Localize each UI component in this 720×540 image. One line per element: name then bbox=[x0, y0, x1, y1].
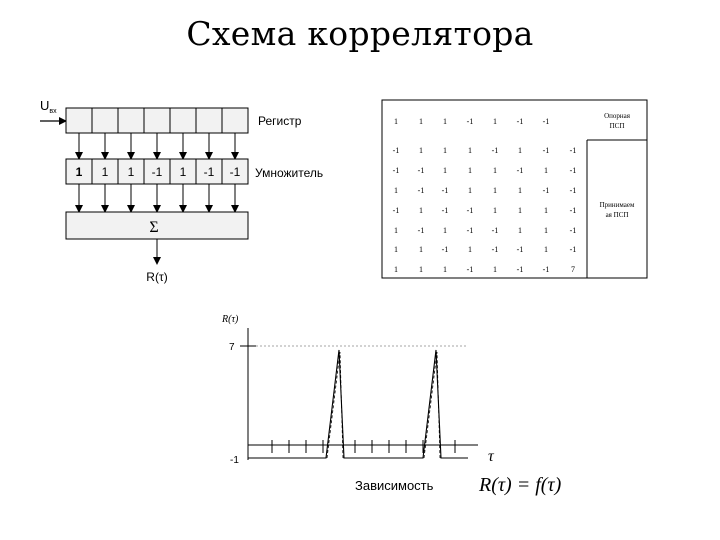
output-label: R(τ) bbox=[146, 270, 168, 284]
page-title: Схема коррелятора bbox=[186, 14, 534, 53]
table-cell: 1 bbox=[468, 146, 472, 155]
table-cell: -1 bbox=[441, 186, 449, 195]
table-cell: 1 bbox=[468, 186, 472, 195]
table-cell: 1 bbox=[518, 206, 522, 215]
table-cell: 1 bbox=[468, 166, 472, 175]
table-cell: 1 bbox=[443, 265, 447, 274]
table-cell: -1 bbox=[491, 245, 499, 254]
table-cell: -1 bbox=[569, 166, 577, 175]
correlation-curve-shadow bbox=[424, 352, 440, 458]
table-cell: 1 bbox=[394, 226, 398, 235]
plot-x-ticks bbox=[272, 440, 455, 453]
ref-label: ПСП bbox=[609, 122, 625, 130]
multiplier-weight: 1 bbox=[127, 165, 135, 179]
shift-register bbox=[66, 108, 248, 133]
table-cell: -1 bbox=[542, 265, 550, 274]
ref-sequence-cell: -1 bbox=[542, 117, 550, 126]
table-cell: 1 bbox=[419, 146, 423, 155]
multiplier-weight: -1 bbox=[203, 165, 215, 179]
table-cell: -1 bbox=[441, 206, 449, 215]
table-cell: -1 bbox=[516, 265, 524, 274]
table-cell: 1 bbox=[419, 245, 423, 254]
table-cell: 1 bbox=[493, 186, 497, 195]
table-cell: -1 bbox=[569, 186, 577, 195]
table-cell: -1 bbox=[491, 146, 499, 155]
table-cell: -1 bbox=[542, 186, 550, 195]
table-cell: -1 bbox=[417, 166, 425, 175]
ref-sequence-cell: 1 bbox=[443, 117, 447, 126]
table-cell: 1 bbox=[394, 265, 398, 274]
multiplier-weight: 1 bbox=[179, 165, 187, 179]
table-cell: -1 bbox=[569, 245, 577, 254]
multiplier-weight: -1 bbox=[151, 165, 163, 179]
table-cell: 1 bbox=[493, 166, 497, 175]
table-cell: -1 bbox=[516, 245, 524, 254]
table-cell: -1 bbox=[569, 226, 577, 235]
table-cell: -1 bbox=[392, 206, 400, 215]
table-cell: 1 bbox=[443, 146, 447, 155]
ref-sequence-cell: -1 bbox=[516, 117, 524, 126]
table-cell: -1 bbox=[542, 146, 550, 155]
table-cell: -1 bbox=[569, 206, 577, 215]
received-label: ая ПСП bbox=[605, 211, 629, 219]
table-cell: -1 bbox=[466, 265, 474, 274]
table-cell: 1 bbox=[544, 245, 548, 254]
table-cell: 1 bbox=[419, 206, 423, 215]
table-cell: 1 bbox=[468, 245, 472, 254]
plot-y-axis-label: R(τ) bbox=[222, 314, 239, 325]
correlation-curve-shadow bbox=[327, 352, 343, 458]
table-cell: 1 bbox=[544, 166, 548, 175]
caption-formula: R(τ) = f(τ) bbox=[479, 474, 562, 496]
table-cell: 1 bbox=[443, 166, 447, 175]
table-cell: -1 bbox=[392, 146, 400, 155]
multiplier-label: Умножитель bbox=[255, 166, 324, 180]
table-cell: 1 bbox=[518, 186, 522, 195]
table-cell: -1 bbox=[417, 226, 425, 235]
caption-text: Зависимость bbox=[355, 478, 434, 493]
table-cell: -1 bbox=[466, 206, 474, 215]
table-cell: -1 bbox=[466, 226, 474, 235]
ref-sequence-cell: -1 bbox=[466, 117, 474, 126]
table-cell: 1 bbox=[443, 226, 447, 235]
plot-y-tick-label: 7 bbox=[229, 342, 235, 353]
input-label: $U_{вх}$ bbox=[40, 98, 57, 115]
table-cell: -1 bbox=[417, 186, 425, 195]
received-label: Принимаем bbox=[599, 201, 635, 209]
table-cell: 1 bbox=[493, 265, 497, 274]
table-cell: -1 bbox=[441, 245, 449, 254]
multiplier-weight: 1 bbox=[75, 165, 83, 179]
correlation-plot bbox=[221, 314, 562, 496]
table-cell: 1 bbox=[419, 265, 423, 274]
table-cell: -1 bbox=[491, 226, 499, 235]
multiplier-weight: -1 bbox=[229, 165, 241, 179]
ref-sequence-cell: 1 bbox=[394, 117, 398, 126]
correlator-block bbox=[40, 98, 323, 284]
table-cell: 1 bbox=[518, 146, 522, 155]
table-cell: 1 bbox=[493, 206, 497, 215]
sum-symbol: Σ bbox=[149, 219, 159, 236]
multiplier-weight: 1 bbox=[101, 165, 109, 179]
ref-label: Опорная bbox=[604, 112, 630, 120]
table-cell: -1 bbox=[516, 166, 524, 175]
table-cell: 1 bbox=[518, 226, 522, 235]
table-cell: -1 bbox=[569, 146, 577, 155]
input-subscript: вх bbox=[49, 108, 57, 115]
plot-x-axis-label: τ bbox=[488, 448, 494, 465]
ref-sequence-cell: 1 bbox=[419, 117, 423, 126]
register-to-multiplier-arrows bbox=[79, 133, 235, 159]
table-cell: 1 bbox=[394, 245, 398, 254]
table-cell: -1 bbox=[392, 166, 400, 175]
plot-y-tick-label: -1 bbox=[230, 455, 239, 466]
table-cell: 1 bbox=[544, 206, 548, 215]
multiplier bbox=[66, 159, 248, 184]
table-cell: 1 bbox=[394, 186, 398, 195]
table-cell: 7 bbox=[571, 265, 575, 274]
multiplier-to-summator-arrows bbox=[79, 184, 235, 212]
register-label: Регистр bbox=[258, 114, 302, 128]
table-cell: 1 bbox=[544, 226, 548, 235]
sequence-table bbox=[382, 100, 647, 278]
ref-sequence-cell: 1 bbox=[493, 117, 497, 126]
